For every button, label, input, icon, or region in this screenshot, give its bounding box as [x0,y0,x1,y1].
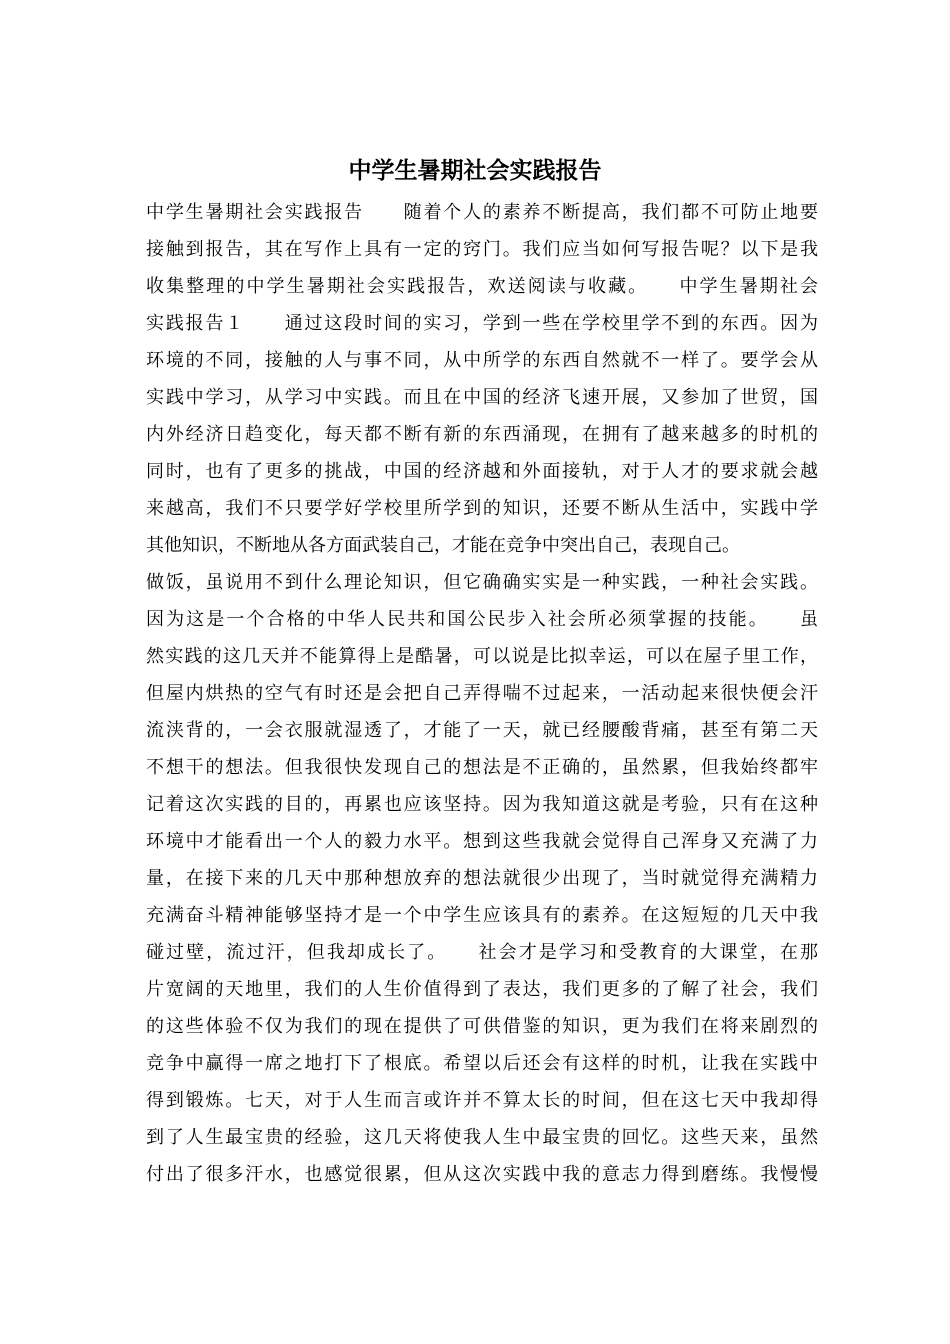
body-line: 接触到报告，其在写作上具有一定的窍门。我们应当如何写报告呢？以下是我 [146,239,818,260]
body-line: 充满奋斗精神能够坚持才是一个中学生应该具有的素养。在这短短的几天中我 [146,905,818,926]
body-line: 的这些体验不仅为我们的现在提供了可供借鉴的知识，更为我们在将来剧烈的 [146,1016,818,1037]
body-line: 收集整理的中学生暑期社会实践报告，欢送阅读与收藏。 中学生暑期社会 [146,276,818,297]
body-line: 因为这是一个合格的中华人民共和国公民步入社会所必须掌握的技能。 虽 [146,609,818,630]
body-line: 碰过壁，流过汗，但我却成长了。 社会才是学习和受教育的大课堂，在那 [146,942,818,963]
body-line: 流浃背的，一会衣服就湿透了，才能了一天，就已经腰酸背痛，甚至有第二天 [146,720,818,741]
body-line: 量，在接下来的几天中那种想放弃的想法就很少出现了，当时就觉得充满精力 [146,868,818,889]
body-line: 到了人生最宝贵的经验，这几天将使我人生中最宝贵的回忆。这些天来，虽然 [146,1127,818,1148]
body-line: 中学生暑期社会实践报告 随着个人的素养不断提高，我们都不可防止地要 [146,202,818,223]
document-body [146,194,818,1193]
body-line: 环境中才能看出一个人的毅力水平。想到这些我就会觉得自己浑身又充满了力 [146,831,818,852]
body-line: 其他知识，不断地从各方面武装自己，才能在竞争中突出自己，表现自己。 [146,535,740,556]
body-line: 内外经济日趋变化，每天都不断有新的东西涌现，在拥有了越来越多的时机的 [146,424,818,445]
body-line: 来越高，我们不只要学好学校里所学到的知识，还要不断从生活中，实践中学 [146,498,818,519]
body-line: 得到锻炼。七天，对于人生而言或许并不算太长的时间，但在这七天中我却得 [146,1090,818,1111]
body-line: 付出了很多汗水，也感觉很累，但从这次实践中我的意志力得到磨练。我慢慢 [146,1164,818,1185]
body-line: 不想干的想法。但我很快发现自己的想法是不正确的，虽然累，但我始终都牢 [146,757,818,778]
body-line: 竞争中赢得一席之地打下了根底。希望以后还会有这样的时机，让我在实践中 [146,1053,818,1074]
document-title: 中学生暑期社会实践报告 [348,158,602,184]
body-line: 然实践的这几天并不能算得上是酷暑，可以说是比拟幸运，可以在屋子里工作， [146,646,818,667]
body-line: 实践报告１ 通过这段时间的实习，学到一些在学校里学不到的东西。因为 [146,313,818,334]
body-line: 记着这次实践的目的，再累也应该坚持。因为我知道这就是考验，只有在这种 [146,794,818,815]
body-line: 环境的不同，接触的人与事不同，从中所学的东西自然就不一样了。要学会从 [146,350,818,371]
body-line: 实践中学习，从学习中实践。而且在中国的经济飞速开展，又参加了世贸，国 [146,387,818,408]
body-line: 做饭，虽说用不到什么理论知识，但它确确实实是一种实践，一种社会实践。 [146,572,818,593]
body-line: 同时，也有了更多的挑战，中国的经济越和外面接轨，对于人才的要求就会越 [146,461,818,482]
body-line: 片宽阔的天地里，我们的人生价值得到了表达，我们更多的了解了社会，我们 [146,979,818,1000]
body-line: 但屋内烘热的空气有时还是会把自己弄得喘不过起来，一活动起来很快便会汗 [146,683,818,704]
